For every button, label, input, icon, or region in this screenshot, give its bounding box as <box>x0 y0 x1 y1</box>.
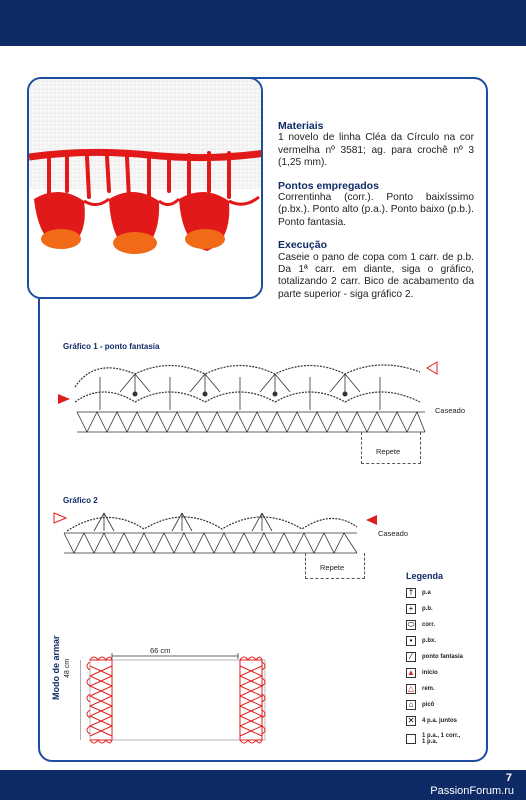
legend-label: picô <box>422 701 435 708</box>
legend-item-corr <box>406 619 435 631</box>
top-header-bar <box>0 0 526 46</box>
legend-item-1pa-1corr <box>406 731 462 747</box>
corr-symbol-icon: ⬭ <box>407 620 415 629</box>
legend-item-pa <box>406 587 431 599</box>
legend-label: início <box>422 669 438 676</box>
chart1-title: Gráfico 1 - ponto fantasia <box>63 342 160 351</box>
assembly-title: Modo de armar <box>51 635 61 700</box>
legend-item-pico <box>406 699 434 711</box>
pico-symbol-icon: ⌂ <box>406 700 416 710</box>
stitches-text: Correntinha (corr.). Ponto baixíssimo (p.bx.). Ponto alto (p.a.). Ponto baixo (p.b.). Ponto fantasia. <box>278 192 474 228</box>
pa-symbol-icon: † <box>406 588 416 598</box>
page-number: 7 <box>505 772 512 784</box>
legend-label: rem. <box>422 685 435 692</box>
legend-label: ponto fantasia <box>422 653 464 660</box>
materials-title: Materiais <box>278 120 324 132</box>
stitches-title: Pontos empregados <box>278 179 379 192</box>
crochet-edging-photo <box>27 77 263 299</box>
assembly-width-label: 66 cm <box>150 646 171 655</box>
execution-title: Execução <box>278 239 328 252</box>
legend-item-pb <box>406 603 433 615</box>
instructions-panel <box>278 120 474 311</box>
legend-item-inicio <box>406 667 438 679</box>
chart1-caseado-label: Caseado <box>435 406 466 415</box>
legend-label: 4 p.a. juntos <box>422 717 458 724</box>
chart2-diagram <box>52 505 382 560</box>
bottom-footer-bar <box>0 770 526 800</box>
legend-label: p.b. <box>422 605 433 612</box>
4pa-joined-symbol-icon: ✕ <box>407 716 415 725</box>
legend-item-4pa <box>406 715 457 727</box>
ponto-fantasia-symbol-icon: ⁄ <box>406 652 416 662</box>
chart2-caseado-label: Caseado <box>378 529 409 538</box>
chart2-title: Gráfico 2 <box>63 496 98 505</box>
legend-label: 1 p.a., 1 corr., 1 p.a. <box>422 732 461 745</box>
chart2-repeat-label: Repete <box>320 563 345 572</box>
assembly-height-label: 48 cm <box>64 658 71 678</box>
legend-label: p.bx. <box>422 637 437 644</box>
assembly-diagram <box>80 652 280 747</box>
1pa-1corr-symbol-icon <box>406 734 416 744</box>
pbx-symbol-icon: • <box>406 636 416 646</box>
legend-item-pbx <box>406 635 436 647</box>
rem-arrow-icon: △ <box>407 684 415 693</box>
chart1-repeat-label: Repete <box>376 447 401 456</box>
legend-title: Legenda <box>406 571 444 581</box>
legend-item-ponto-fantasia <box>406 651 463 663</box>
legend-label: p.a <box>422 589 431 596</box>
inicio-arrow-icon: ▲ <box>407 668 415 677</box>
pb-symbol-icon: + <box>406 604 416 614</box>
footer-site-link[interactable]: PassionForum.ru <box>430 785 514 797</box>
crochet-photo-illustration <box>29 79 263 299</box>
materials-text: 1 novelo de linha Cléa da Círculo na cor vermelha nº 3581; ag. para crochê nº 3 (1,25 mm). <box>278 132 474 169</box>
execution-text: Caseie o pano de copa com 1 carr. de p.b. Da 1ª carr. em diante, siga o gráfico, totalizando 2 carr. Bico de acabamento da parte superior - siga gráfico 2. <box>278 251 474 300</box>
legend-item-rem <box>406 683 435 695</box>
legend-label: corr. <box>422 621 436 628</box>
